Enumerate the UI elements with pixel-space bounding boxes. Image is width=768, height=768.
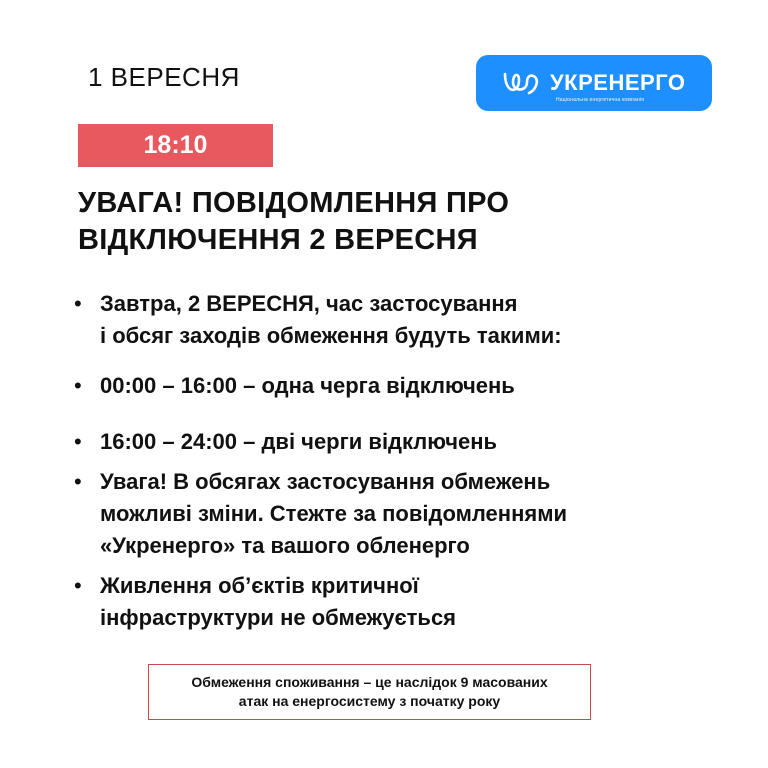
- bullet-1-line-2: і обсяг заходів обмеження будуть такими:: [100, 323, 562, 348]
- list-item: [74, 466, 714, 562]
- bullet-4-line-3: «Укренерго» та вашого обленерго: [100, 533, 470, 558]
- bullet-dot: •: [74, 469, 82, 494]
- headline-line-2: ВІДКЛЮЧЕННЯ 2 ВЕРЕСНЯ: [78, 224, 478, 256]
- bullet-5-line-2: інфраструктури не обмежується: [100, 605, 457, 630]
- list-item: [74, 570, 714, 634]
- bullet-3-line-1: 16:00 – 24:00 – дві черги відключень: [100, 429, 498, 454]
- ukrenergo-logo: [476, 55, 712, 111]
- headline: [78, 185, 509, 259]
- footnote-line-1: Обмеження споживання – це наслідок 9 масованих: [191, 674, 548, 690]
- headline-line-1: УВАГА! ПОВІДОМЛЕННЯ ПРО: [78, 187, 510, 219]
- bullet-4-line-1: Увага! В обсягах застосування обмежень: [100, 469, 551, 494]
- bullet-dot: •: [74, 573, 82, 598]
- footnote-line-2: атак на енергосистему з початку року: [238, 693, 501, 709]
- list-item: [74, 288, 714, 352]
- bullet-dot: •: [74, 373, 82, 398]
- list-item: [74, 426, 714, 458]
- bullet-list: [74, 288, 714, 634]
- date-label: 1 ВЕРЕСНЯ: [88, 62, 240, 92]
- bullet-dot: •: [74, 291, 82, 316]
- bullet-1-text-pre: Завтра,: [100, 291, 188, 316]
- bullet-4-line-2: можливі зміни. Стежте за повідомленнями: [100, 501, 567, 526]
- bullet-1-text-bold: 2 ВЕРЕСНЯ: [187, 291, 314, 316]
- bullet-dot: •: [74, 429, 82, 454]
- bullet-1-text-post: , час застосування: [313, 291, 518, 316]
- footnote-box: [148, 664, 591, 720]
- logo-name: УКРЕНЕРГО: [550, 70, 686, 95]
- bullet-5-line-1: Живлення об’єктів критичної: [100, 573, 419, 598]
- logo-subtitle: Національна енергетична компанія: [556, 97, 645, 103]
- bullet-2-line-1: 00:00 – 16:00 – одна черга відключень: [100, 373, 515, 398]
- ukrenergo-logo-icon: [502, 68, 542, 98]
- list-item: [74, 370, 714, 402]
- time-badge: 18:10: [78, 124, 273, 167]
